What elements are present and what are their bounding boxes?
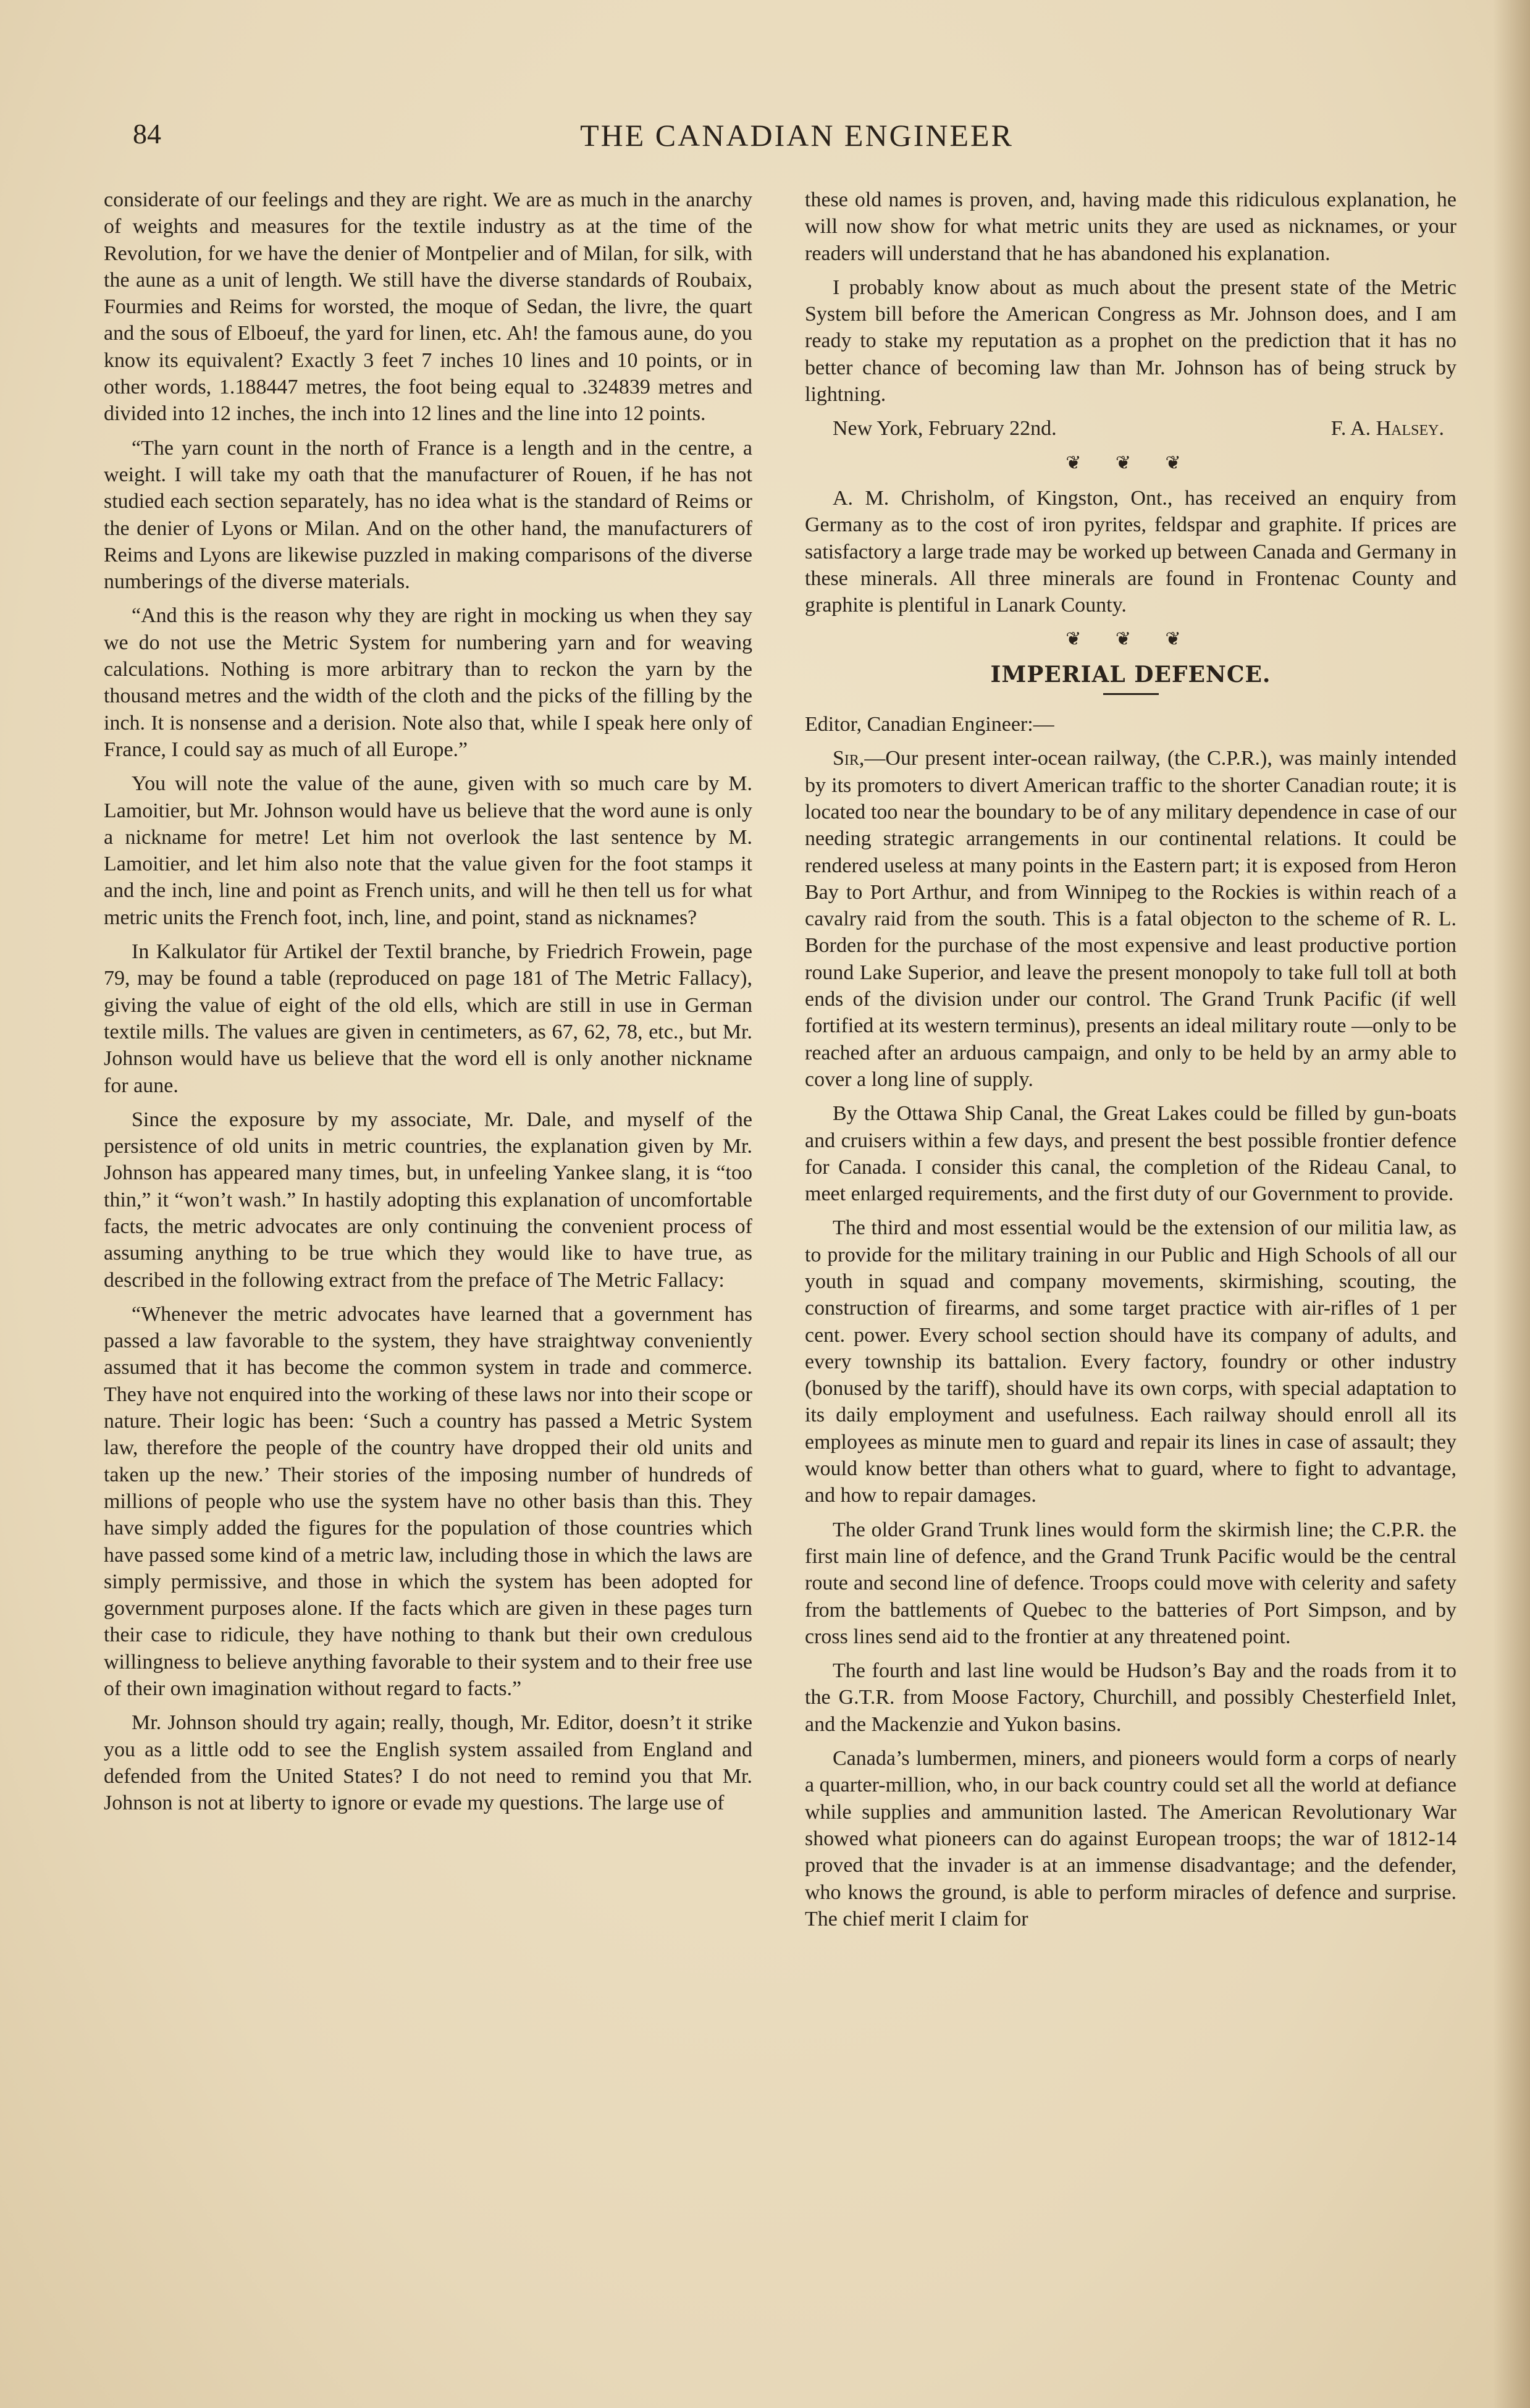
left-column: [104, 187, 752, 1824]
paragraph: The third and most essential would be the extension of our militia law, as to provide for the military training in our Public and High Schools of all our youth in squad and company movements, skirmishing, scouting, the construction of firearms, and some target practice with air-rifles of 1 per cent. power. Every school section should have its company of adults, and every township its battalion. Every factory, foundry or other industry (bonused by the tariff), should have its own corps, with special adaptation to its daily employment and usefulness. Each railway should enroll all its employees as minute men to guard and repair its lines in case of assault; they would know better than others what to guard, where to fight to advantage, and how to repair damages.: [805, 1216, 1456, 1507]
paragraph: “Whenever the metric advocates have learned that a government has passed a law favorable to the system, they have straightway conveniently assumed that it has become the common system in trade and commerce. They have not enquired into the working of these laws nor into their scope or nature. Their logic has been: ‘Such a country has passed a Metric System law, therefore the people of the country have dropped their old units and taken up the new.’ Their stories of the imposing number of hundreds of millions of people who use the system have no other basis than this. They have simply added the figures for the population of those countries which have passed some kind of a metric law, including those in which the laws are simply permissive, and those in which the system has been adopted for government purposes alone. If the facts which are given in these pages turn their case to ridicule, they have nothing to thank but their own credulous willingness to believe anything favorable to their system and to their free use of their own imagination without regard to facts.”: [104, 1302, 752, 1701]
page-header: [133, 117, 1461, 167]
signoff-name: F. A. Halsey.: [1330, 417, 1444, 440]
running-head: THE CANADIAN ENGINEER: [580, 118, 1014, 153]
paragraph: Mr. Johnson should try again; really, though, Mr. Editor, doesn’t it strike you as a little odd to see the English system assailed from England and defended from the United States? I do not need to remind you that Mr. Johnson is not at liberty to ignore or evade my questions. The large use of: [104, 1711, 752, 1815]
title-rule: [1103, 693, 1159, 695]
page-edge-shadow: [1493, 0, 1530, 2408]
paragraph: The older Grand Trunk lines would form the skirmish line; the C.P.R. the first main line of defence, and the Grand Trunk Pacific would be the central route and second line of defence. Troops could move with celerity and safety from the battlements of Quebec to the batteries of Port Simpson, and by cross lines send aid to the frontier at any threatened point.: [805, 1518, 1456, 1648]
ornament-divider: ❦ ❦ ❦: [1066, 629, 1196, 650]
paragraph-body: —Our present inter-ocean railway, (the C.P.R.), was mainly intended by its promoters to divert American traffic to the shorter Canadian route; it is located too near the boundary to be of any military dependence in case of our needing strategic arrangements in our continental relations. It could be rendered useless at many points in the Eastern part; it is exposed from Heron Bay to Port Arthur, and from Winnipeg to the Rockies is within reach of a cavalry raid from the south. This is a fatal objecton to the scheme of R. L. Borden for the purchase of the most expensive and least productive portion round Lake Superior, and leave the present monopoly to take full toll at both ends of the division under our control. The Grand Trunk Pacific (if well fortified at its western terminus), presents an ideal military route —only to be reached after an arduous campaign, and only to be held by an army able to cover a long line of supply.: [805, 747, 1456, 1091]
paragraph: I probably know about as much about the present state of the Metric System bill before the American Congress as Mr. Johnson does, and I am ready to stake my reputation as a prophet on the prediction that it has no better chance of becoming law than Mr. Johnson has of being struck by lightning.: [805, 276, 1456, 406]
right-column: [805, 187, 1456, 1940]
paragraph: A. M. Chrisholm, of Kingston, Ont., has received an enquiry from Germany as to the cost of iron pyrites, feldspar and graphite. If prices are satisfactory a large trade may be worked up between Canada and Germany in these minerals. All three minerals are found in Frontenac County and graphite is plentiful in Lanark County.: [805, 486, 1456, 617]
paragraph: Since the exposure by my associate, Mr. Dale, and myself of the persistence of old units in metric countries, the explanation given by Mr. Johnson has appeared many times, but, in unfeeling Yankee slang, it is “too thin,” it “won’t wash.” In hastily adopting this explanation of uncomfortable facts, the metric advocates are only continuing the convenient process of assuming anything to be true which they would like to have true, as described in the following extract from the preface of The Metric Fallacy:: [104, 1108, 752, 1292]
signoff-place-date: New York, February 22nd.: [833, 417, 1057, 440]
paragraph: these old names is proven, and, having made this ridiculous explanation, he will now show for what metric units they are used as nicknames, or your readers will understand that he has abandoned his explanation.: [805, 188, 1456, 265]
paragraph: You will note the value of the aune, given with so much care by M. Lamoitier, but Mr. Johnson would have us believe that the word aune is only a nickname for metre! Let him not overlook the last sentence by M. Lamoitier, and let him also note that the value given for the foot stamps it and the inch, line and point as French units, and will he then tell us for what metric units the French foot, inch, line, and point, stand as nicknames?: [104, 772, 752, 929]
paragraph: The fourth and last line would be Hudson’s Bay and the roads from it to the G.T.R. from Moose Factory, Churchill, and possibly Chesterfield Inlet, and the Mackenzie and Yukon basins.: [805, 1659, 1456, 1736]
paragraph: In Kalkulator für Artikel der Textil branche, by Friedrich Frowein, page 79, may be found a table (reproduced on page 181 of The Metric Fallacy), giving the value of eight of the old ells, which are still in use in German textile mills. The values are given in centimeters, as 67, 62, 78, etc., but Mr. Johnson would have us believe that the word ell is only another nickname for aune.: [104, 940, 752, 1097]
paragraph: [805, 745, 1456, 1093]
page-number: 84: [133, 118, 161, 149]
paragraph: “And this is the reason why they are right in mocking us when they say we do not use the Metric System for numbering yarn and for weaving calculations. Nothing is more arbitrary than to reckon the yarn by the thousand metres and the width of the cloth and the picks of the filling by the inch. It is nonsense and a derision. Note also that, while I speak here only of France, I could say as much of all Europe.”: [104, 604, 752, 761]
paragraph: considerate of our feelings and they are right. We are as much in the anarchy of weights and measures for the textile industry as at the time of the Revolution, for we have the denier of Montpelier and of Milan, for silk, with the aune as a unit of length. We still have the diverse standards of Roubaix, Fourmies and Reims for worsted, the moque of Sedan, the livre, the quart and the sous of Elboeuf, the yard for linen, etc. Ah! the famous aune, do you know its equivalent? Exactly 3 feet 7 inches 10 lines and 10 points, or in other words, 1.188447 metres, the foot being equal to .324839 metres and divided into 12 inches, the inch into 12 lines and the line into 12 points.: [104, 188, 752, 426]
paragraph: By the Ottawa Ship Canal, the Great Lakes could be filled by gun-boats and cruisers within a few days, and present the best possible frontier defence for Canada. I consider this canal, the completion of the Rideau Canal, to meet enlarged requirements, and the first duty of our Government to provide.: [805, 1102, 1456, 1206]
salutation: Editor, Canadian Engineer:—: [805, 713, 1054, 736]
ornament-divider: ❦ ❦ ❦: [1066, 452, 1196, 473]
paragraph: Canada’s lumbermen, miners, and pioneers would form a corps of nearly a quarter-million, who, in our back country could set all the world at defiance while supplies and ammunition lasted. The American Revolutionary War showed what pioneers can do against European troops; the war of 1812-14 proved that the invader is at an immense disadvantage; and the defender, who knows the ground, is able to perform miracles of defence and surprise. The chief merit I claim for: [805, 1747, 1456, 1930]
paragraph-lead: Sir,: [833, 747, 865, 770]
section-title: IMPERIAL DEFENCE.: [990, 661, 1271, 688]
paragraph: “The yarn count in the north of France is a length and in the centre, a weight. I will take my oath that the manufacturer of Rouen, if he has not studied each section separately, has no idea what is the standard of Reims or the denier of Lyons or Milan. And on the other hand, the manufacturers of Reims and Lyons are likewise puzzled in making comparisons of the diverse numberings of the diverse materials.: [104, 436, 752, 594]
letter-signoff: [805, 415, 1456, 442]
